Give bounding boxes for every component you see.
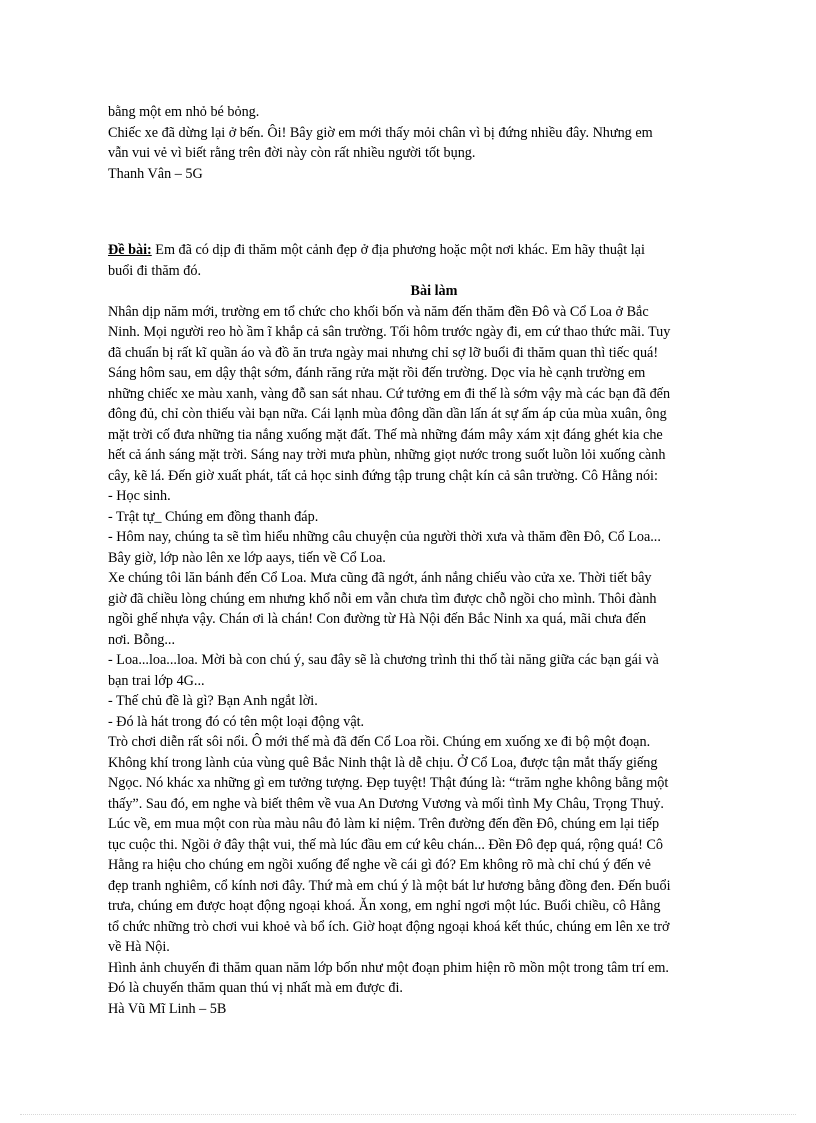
essay-line: thấy”. Sau đó, em nghe và biết thêm về vua An Dương Vương và mối tình My Châu, Trọng Thuỷ. [108,795,664,812]
essay-line: Đó là chuyến thăm quan thú vị nhất mà em được đi. [108,980,403,996]
essay-line: tục cuộc thi. Ngồi ở đây thật vui, thế mà lúc đầu em cứ kêu chán... Đền Đô đẹp quá, rộng quá! Cô [108,836,663,853]
essay-line: bạn trai lớp 4G... [108,672,205,689]
prompt-label: Đề bài: [108,242,152,258]
story-one-line: Chiếc xe đã dừng lại ở bến. Ôi! Bây giờ em mới thấy mỏi chân vì bị đứng nhiều đây. Nhưng em [108,124,653,141]
essay-line: - Loa...loa...loa. Mời bà con chú ý, sau đây sẽ là chương trình thi thố tài năng giữa các bạn gái và [108,652,659,668]
prompt-line [108,240,740,261]
prompt-text: Em đã có dịp đi thăm một cảnh đẹp ở địa phương hoặc một nơi khác. Em hãy thuật lại [151,242,645,258]
essay-line: đẹp tranh nghiêm, cổ kính nơi đây. Thứ mà em chú ý là một bát lư hương bằng đồng đen. Đến buổi [108,877,671,894]
essay-line: ngồi ghế nhựa vậy. Chán ơi là chán! Con đường từ Hà Nội đến Bắc Ninh xa quá, mãi chưa đến [108,611,647,627]
story-two [108,240,740,1019]
page-bottom-divider [20,1114,796,1115]
essay-line: mặt trời cố đưa những tia nắng xuống mặt đất. Thế mà những đám mây xám xịt đáng ghét kia che [108,426,663,443]
story-two-author: Hà Vũ Mĩ Linh – 5B [108,1000,227,1017]
essay-heading: Bài làm [410,283,458,299]
essay-line: Lúc về, em mua một con rùa màu nâu đỏ làm kỉ niệm. Trên đường đến đền Đô, chúng em lại tiếp [108,816,660,832]
essay-line: - Thế chủ đề là gì? Bạn Anh ngắt lời. [108,693,318,709]
essay-line: - Trật tự_ Chúng em đồng thanh đáp. [108,508,319,525]
essay-line: - Hôm nay, chúng ta sẽ tìm hiểu những câu chuyện của người thời xưa và thăm đền Đô, Cổ Loa... [108,529,661,545]
story-one-line: bằng một em nhỏ bé bỏng. [108,104,260,120]
essay-line: Bây giờ, lớp nào lên xe lớp aays, tiến về Cổ Loa. [108,549,386,566]
story-one [108,102,740,184]
story-one-line: vẫn vui vẻ vì biết rằng trên đời này còn rất nhiều người tốt bụng. [108,145,476,161]
essay-line: nơi. Bỗng... [108,631,176,648]
essay-line: hết cả ánh sáng mặt trời. Sáng nay trời mưa phùn, những giọt nước trong suốt luồn lỏi xuống cành [108,447,666,463]
essay-line: Hằng ra hiệu cho chúng em ngồi xuống để nghe về cái gì đó? Em không rõ mà chỉ chú ý đến vẻ [108,857,651,873]
essay-line: Ngọc. Nó khác xa những gì em tưởng tượng. Đẹp tuyệt! Thật đúng là: “trăm nghe không bằng một [108,775,669,791]
essay-line: giờ đã chiều lòng chúng em nhưng khổ nỗi em vẫn chưa tìm được chỗ ngồi cho mình. Thôi đành [108,590,657,607]
essay-line: đã chuẩn bị rất kĩ quần áo và đồ ăn trưa ngày mai nhưng chỉ sợ lỡ buổi đi thăm quan thì tiếc quá! [108,344,659,361]
essay-line: về Hà Nội. [108,939,170,955]
essay-line: Không khí trong lành của vùng quê Bắc Ninh thật là dễ chịu. Ở Cổ Loa, được tận mắt thấy giếng [108,754,658,771]
essay-line: đông đủ, chỉ còn thiếu vài bạn nữa. Cái lạnh mùa đông dần dần lấn át sự ấm áp của mùa xuân, ông [108,406,667,422]
essay-line: cây, kẽ lá. Đến giờ xuất phát, tất cả học sinh đứng tập trung chật kín cả sân trường. Cô Hằng nói: [108,467,658,484]
prompt-text-continued: buổi đi thăm đó. [108,262,202,279]
essay-line: Sáng hôm sau, em dậy thật sớm, đánh răng rửa mặt rồi đến trường. Dọc vỉa hè cạnh trường em [108,365,646,381]
essay-line: trưa, chúng em được hoạt động ngoại khoá. Ăn xong, em nghỉ ngơi một lúc. Buổi chiều, cô Hằng [108,898,661,914]
story-one-author: Thanh Vân – 5G [108,165,203,182]
essay-line: tổ chức những trò chơi vui khoẻ và bổ ích. Giờ hoạt động ngoại khoá kết thúc, chúng em lên xe trở [108,918,670,935]
essay-line: - Học sinh. [108,488,171,504]
essay-line: Xe chúng tôi lăn bánh đến Cổ Loa. Mưa cũng đã ngớt, ánh nắng chiếu vào cửa xe. Thời tiết bây [108,570,652,586]
essay-line: Ninh. Mọi người reo hò ầm ĩ khắp cả sân trường. Tối hôm trước ngày đi, em cứ thao thức mãi. Tuy [108,324,671,340]
essay-line: - Đó là hát trong đó có tên một loại động vật. [108,713,365,730]
essay-line: Hình ảnh chuyến đi thăm quan năm lớp bốn như một đoạn phim hiện rõ mồn một trong tâm trí em. [108,959,669,976]
essay-line: Nhân dịp năm mới, trường em tổ chức cho khối bốn và năm đến thăm đền Đô và Cổ Loa ở Bắc [108,303,649,320]
essay-line: Trò chơi diễn rất sôi nổi. Ô mới thế mà đã đến Cổ Loa rồi. Chúng em xuống xe đi bộ một đoạn. [108,734,651,750]
essay-body [108,302,740,999]
essay-line: những chiếc xe màu xanh, vàng đỗ san sát nhau. Cứ tưởng em đi thế là sớm vậy mà các bạn đã đến [108,385,671,402]
